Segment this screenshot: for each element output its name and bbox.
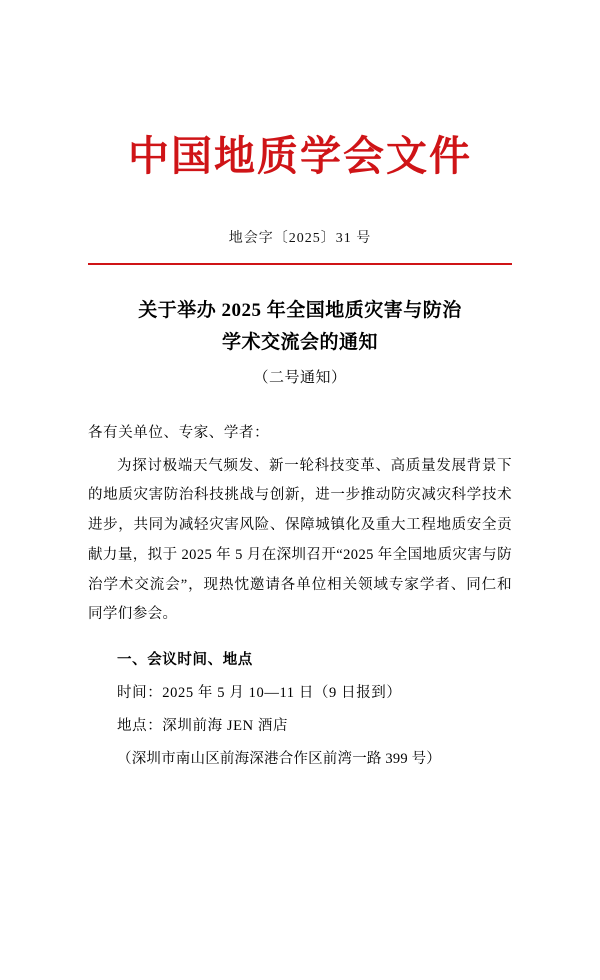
document-page: [0, 132, 600, 980]
salutation: 各有关单位、专家、学者：: [88, 424, 270, 441]
title-line-2: 学术交流会的通知: [221, 331, 378, 353]
masthead-title: 中国地质学会文件: [128, 133, 472, 179]
document-number: 地会字〔2025〕31 号: [228, 231, 372, 247]
meeting-place-line: 地点：深圳前海 JEN 酒店: [117, 717, 289, 734]
meeting-address-line: （深圳市南山区前海深港合作区前湾一路 399 号）: [117, 750, 441, 767]
red-divider-rule: [88, 263, 512, 265]
meeting-time-line: 时间：2025 年 5 月 10—11 日（9 日报到）: [117, 684, 402, 701]
document-subtitle: （二号通知）: [253, 369, 347, 386]
body-paragraph-1: 为探讨极端天气频发、新一轮科技变革、高质量发展背景下的地质灾害防治科技挑战与创新，进一步推动防灾减灾科学技术进步，共同为减轻灾害风险、保障城镇化及重大工程地质安全贡献力量，拟于 2025 年 5 月在深圳召开“2025 年全国地质灾害与防治学术交流会”，现热忱邀请各单位相关领域专家学者、同仁和同学们参会。: [88, 457, 512, 623]
document-title: [88, 295, 512, 390]
section-heading-meeting-time-place: 一、会议时间、地点: [117, 651, 253, 668]
title-line-1: 关于举办 2025 年全国地质灾害与防治: [138, 300, 462, 322]
